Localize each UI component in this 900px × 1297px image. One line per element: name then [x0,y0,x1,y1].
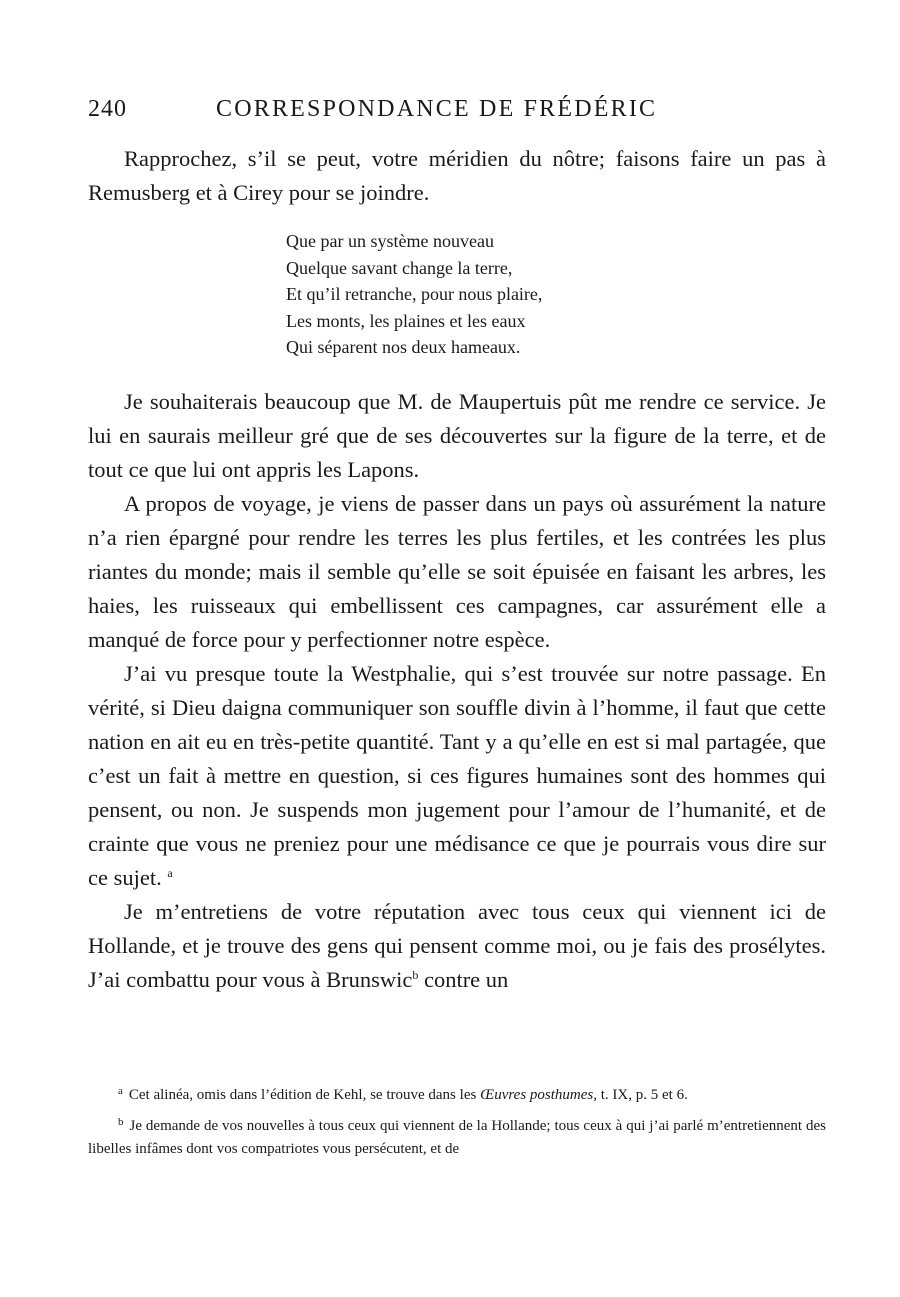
verse-line: Les monts, les plaines et les eaux [286,310,526,331]
verse-line: Qui séparent nos deux hameaux. [286,337,521,357]
footnote-b [88,1111,826,1161]
running-title: CORRESPONDANCE DE FRÉDÉRIC [216,96,658,122]
footnote-b-text: Je demande de vos nouvelles à tous ceux qui viennent de la Hollande; tous ceux à qui j’ai parlé m’entretiennent des libelles infâmes dont vos compatriotes vous persécutent, et de [88,1118,826,1157]
footnotes [88,1080,826,1165]
page-number: 240 [88,96,127,122]
verse-line: Que par un système nouveau [286,231,494,251]
paragraph-5-tail: contre un [418,966,509,992]
paragraph-1: Rapprochez, s’il se peut, votre méridien du nôtre; faisons faire un pas à Remusberg et à Cirey pour se joindre. [88,146,826,205]
main-text [88,142,826,997]
footnote-a-text: Cet alinéa, omis dans l’édition de Kehl, se trouve dans les [128,1087,481,1103]
paragraph-5 [88,895,826,997]
paragraph-5-text: Je m’entretiens de votre réputation avec tous ceux qui viennent ici de Hollande, et je trouve des gens qui pensent comme moi, ou je fais des prosélytes. J’ai combattu pour vous à Brunswic [88,898,826,992]
verse-line: Quelque savant change la terre, [286,257,513,278]
footnote-ref-b[interactable]: b [412,967,419,982]
footnote-a-title: Œuvres posthumes, [480,1087,597,1103]
footnote-a-mark: a [118,1085,123,1097]
paragraph-4 [88,657,826,895]
running-header [88,96,828,136]
verse-line: Et qu’il retranche, pour nous plaire, [286,284,543,304]
footnote-ref-a[interactable]: a [167,865,173,880]
verse-block [286,228,826,361]
footnote-a [88,1080,826,1107]
footnote-a-tail: t. IX, p. 5 et 6. [597,1087,688,1103]
footnote-b-mark: b [118,1116,124,1128]
paragraph-2: Je souhaiterais beaucoup que M. de Maupertuis pût me rendre ce service. Je lui en saurais meilleur gré que de ses découvertes sur la figure de la terre, et de tout ce que lui ont appris les Lapons. [88,388,826,482]
paragraph-4-text: J’ai vu presque toute la Westphalie, qui s’est trouvée sur notre passage. En vérité, si Dieu daigna communiquer son souffle divin à l’homme, il faut que cette nation en ait eu en très-petite quantité. Tant y a qu’elle en est si mal partagée, que c’est un fait à mettre en question, si ces figures humaines sont des hommes qui pensent, ou non. Je suspends mon jugement pour l’amour de l’humanité, et de crainte que vous ne preniez pour une médisance ce que je pourrais vous dire sur ce sujet. [88,660,826,890]
paragraph-3: A propos de voyage, je viens de passer dans un pays où assurément la nature n’a rien épargné pour rendre les terres les plus fertiles, et les contrées les plus riantes du monde; mais il semble qu’elle se soit épuisée en faisant les arbres, les haies, les ruisseaux qui embellissent ces campagnes, car assurément elle a manqué de force pour y perfectionner notre espèce. [88,490,826,652]
